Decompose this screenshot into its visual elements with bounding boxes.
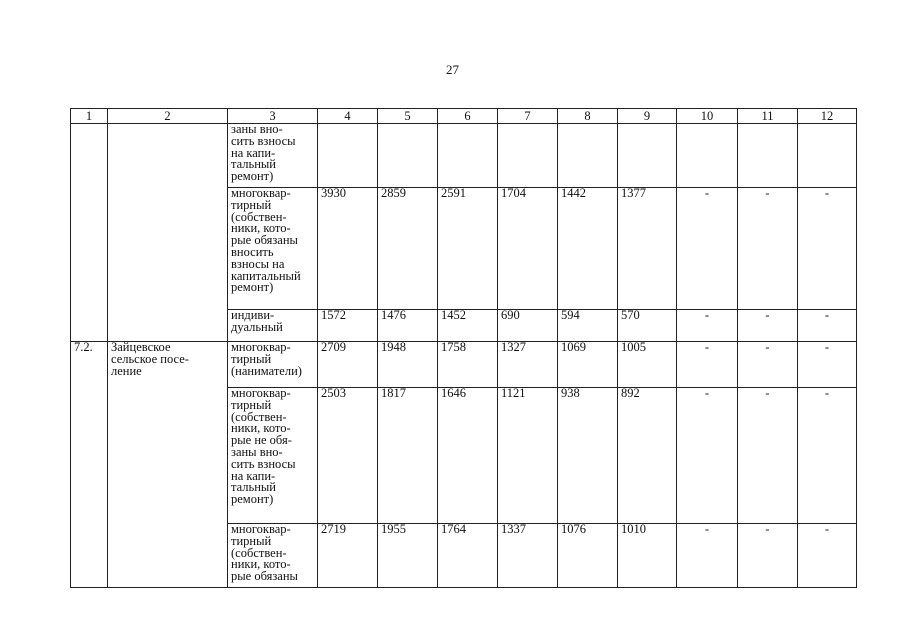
page-number: 27 [446,62,459,77]
value-cell: 2709 [318,342,378,388]
value-cell: - [677,524,738,588]
value-cell: 1005 [618,342,677,388]
column-header: 1 [71,109,108,124]
value-cell: 1452 [438,310,498,342]
value-cell: 1337 [498,524,558,588]
column-header: 10 [677,109,738,124]
table-row [71,342,857,388]
value-cell: - [677,188,738,310]
value-cell: 690 [498,310,558,342]
column-header: 11 [738,109,798,124]
value-cell: 2591 [438,188,498,310]
column-number-row [71,109,857,124]
value-cell: - [798,524,857,588]
value-cell [558,124,618,188]
value-cell: - [798,188,857,310]
value-cell [738,124,798,188]
value-cell: 1758 [438,342,498,388]
value-cell: - [738,342,798,388]
value-cell [618,124,677,188]
value-cell: - [798,310,857,342]
housing-type-cell: многоквар- тирный (собствен- ники, кото- рые обязаны [228,524,318,588]
row-number-cell [71,124,108,342]
value-cell: 1955 [378,524,438,588]
column-header: 9 [618,109,677,124]
housing-type-cell: индиви- дуальный [228,310,318,342]
value-cell: 938 [558,388,618,524]
value-cell [498,124,558,188]
column-header: 3 [228,109,318,124]
value-cell: - [798,342,857,388]
value-cell: 3930 [318,188,378,310]
value-cell: 1476 [378,310,438,342]
value-cell: 1817 [378,388,438,524]
housing-type-cell: многоквар- тирный (собствен- ники, кото- рые не обя- заны вно- сить взносы на капи- тальный ремонт) [228,388,318,524]
value-cell: 570 [618,310,677,342]
settlement-cell: Зайцевское сельское посе- ление [108,342,228,588]
value-cell: 1069 [558,342,618,388]
value-cell [798,124,857,188]
housing-type-cell: многоквар- тирный (наниматели) [228,342,318,388]
value-cell: - [798,388,857,524]
settlement-cell [108,124,228,342]
value-cell: - [738,188,798,310]
value-cell [378,124,438,188]
value-cell: 1121 [498,388,558,524]
value-cell: - [738,310,798,342]
value-cell: - [738,388,798,524]
value-cell: - [677,310,738,342]
value-cell: 1764 [438,524,498,588]
value-cell: 1704 [498,188,558,310]
column-header: 4 [318,109,378,124]
value-cell: 1948 [378,342,438,388]
column-header: 6 [438,109,498,124]
value-cell [438,124,498,188]
value-cell: - [738,524,798,588]
value-cell: 892 [618,388,677,524]
tariff-table [70,108,857,588]
value-cell: - [677,388,738,524]
value-cell: 1377 [618,188,677,310]
column-header: 8 [558,109,618,124]
column-header: 7 [498,109,558,124]
row-number-cell: 7.2. [71,342,108,588]
value-cell: 1572 [318,310,378,342]
housing-type-cell: заны вно- сить взносы на капи- тальный ремонт) [228,124,318,188]
value-cell [318,124,378,188]
value-cell: 2719 [318,524,378,588]
value-cell: 1010 [618,524,677,588]
housing-type-cell: многоквар- тирный (собствен- ники, кото- рые обязаны вносить взносы на капитальный ремонт) [228,188,318,310]
table-row [71,124,857,188]
value-cell: 1646 [438,388,498,524]
column-header: 12 [798,109,857,124]
column-header: 2 [108,109,228,124]
value-cell: 594 [558,310,618,342]
value-cell: 1327 [498,342,558,388]
column-header: 5 [378,109,438,124]
value-cell: 2503 [318,388,378,524]
value-cell: 1076 [558,524,618,588]
value-cell: - [677,342,738,388]
value-cell: 1442 [558,188,618,310]
value-cell [677,124,738,188]
value-cell: 2859 [378,188,438,310]
